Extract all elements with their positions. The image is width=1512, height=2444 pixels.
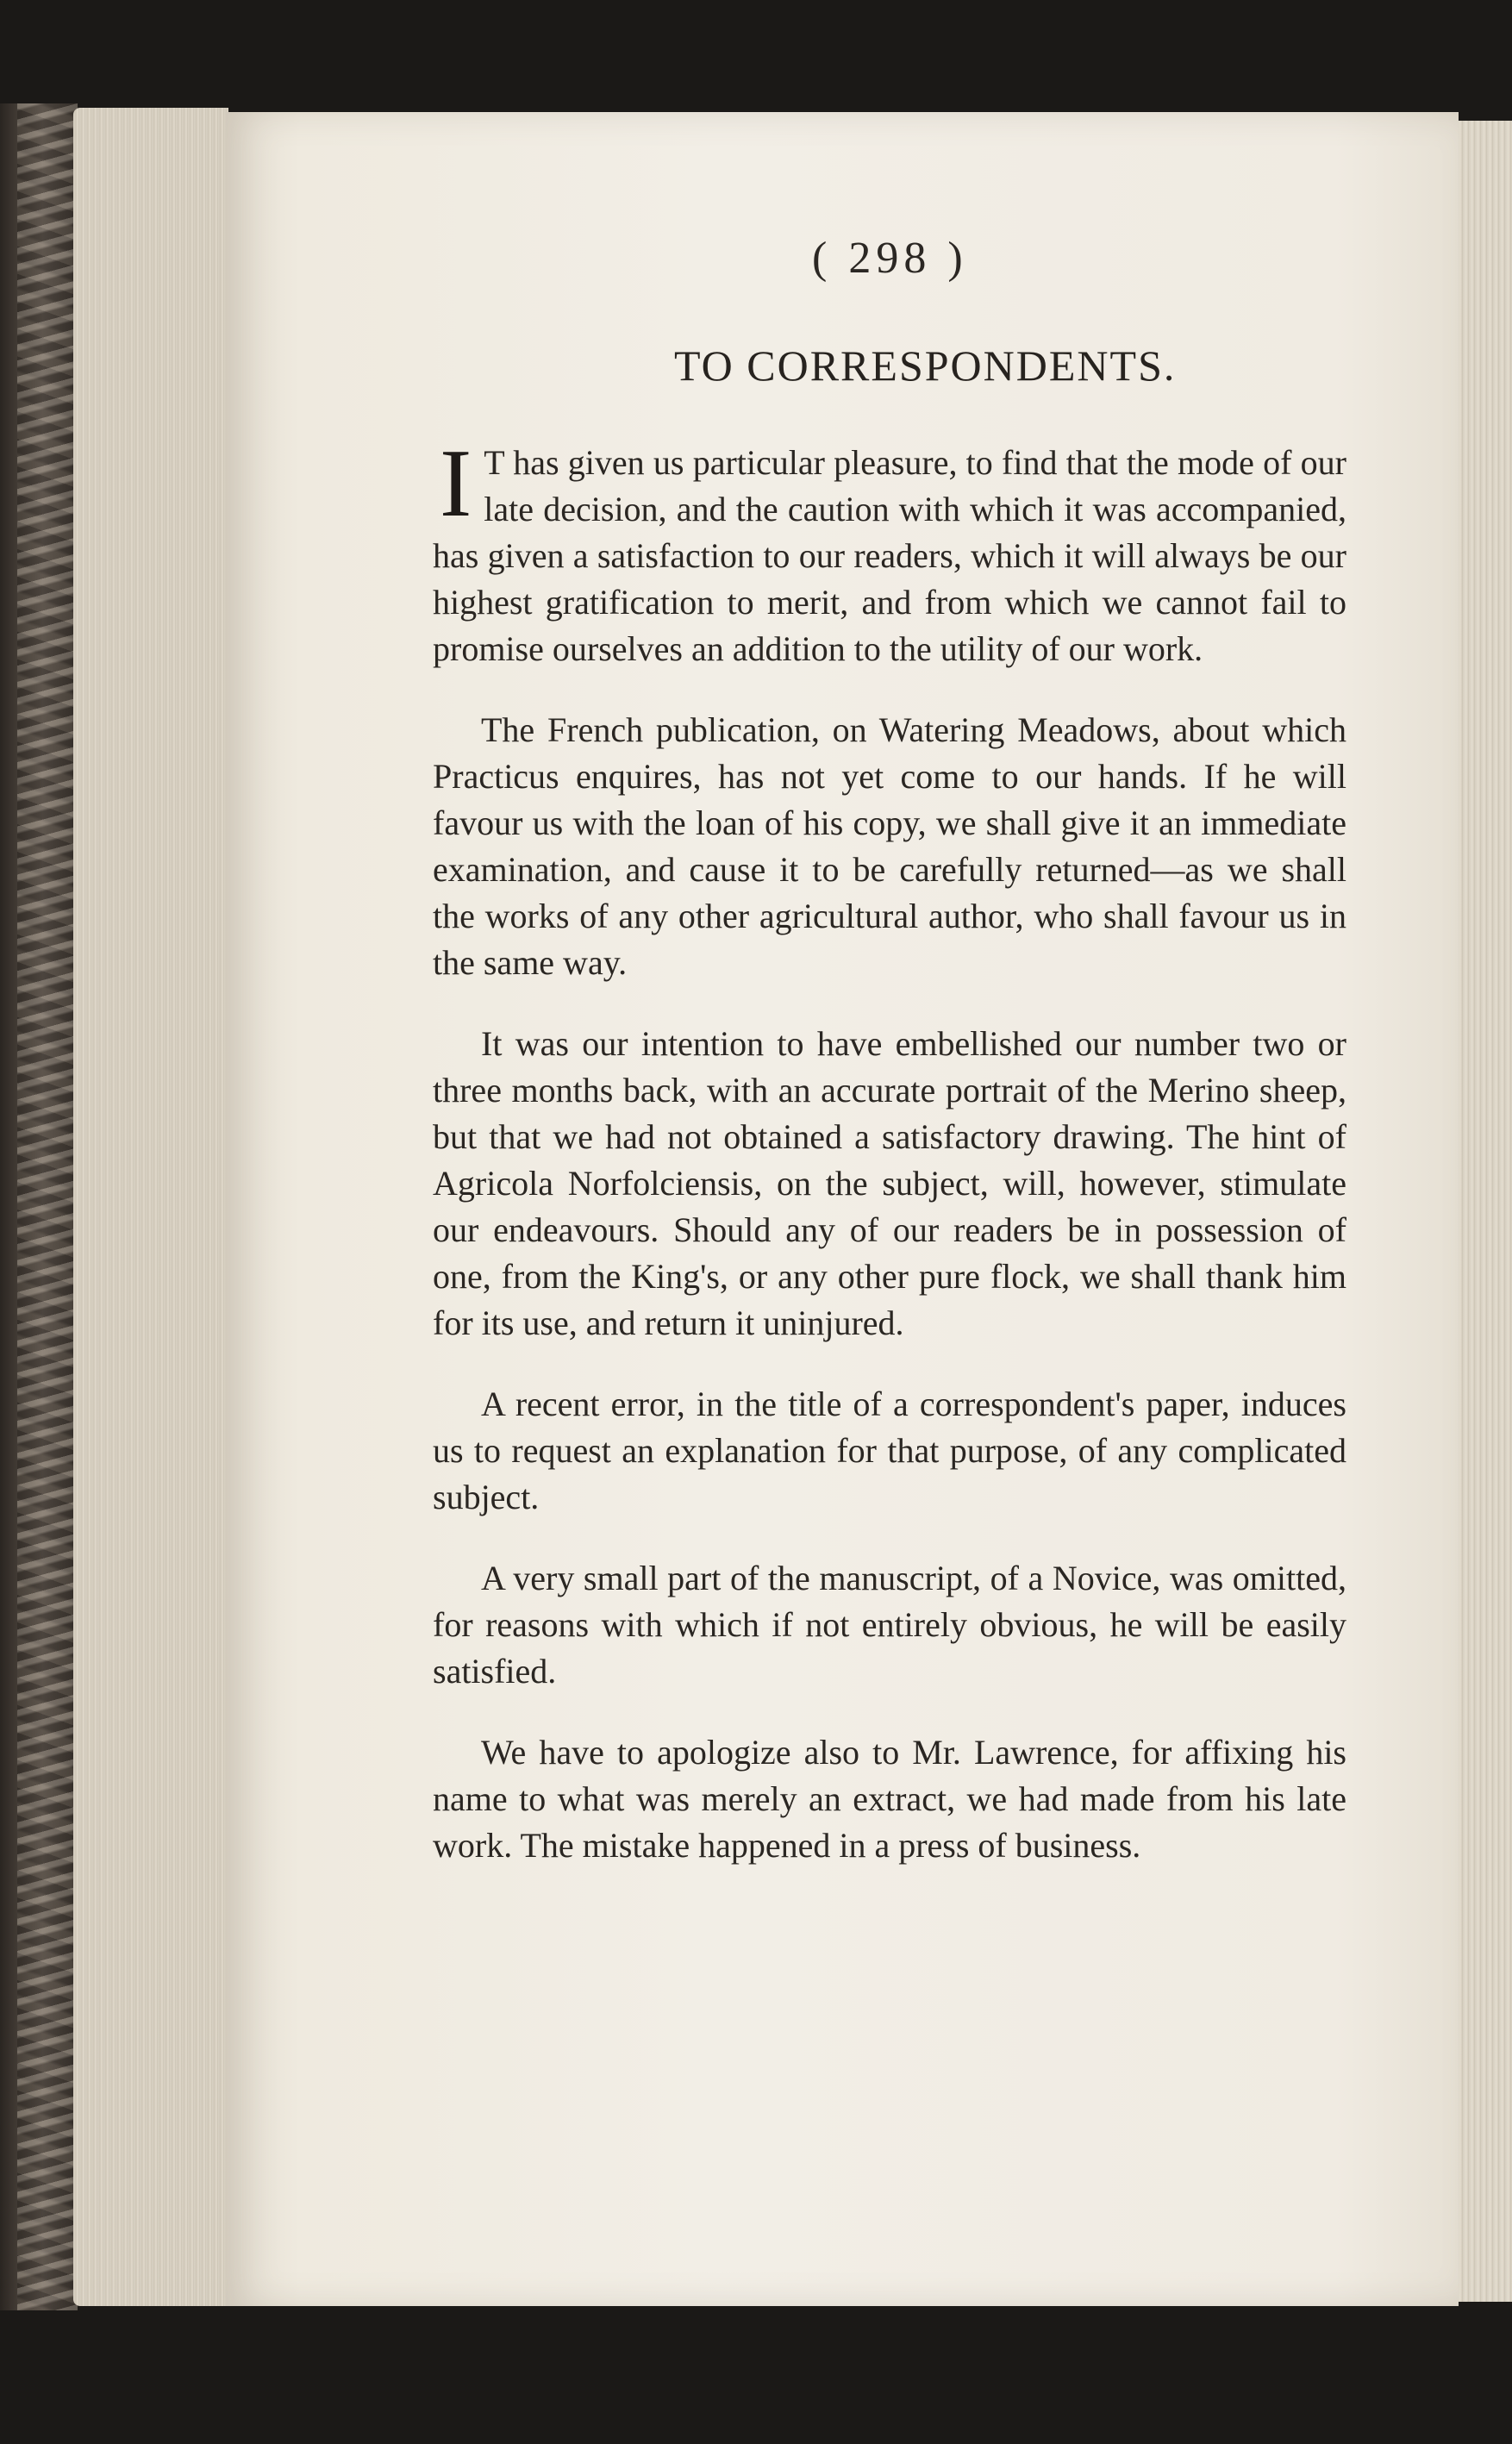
- marbled-cover-pattern: [17, 103, 78, 2310]
- book-page: [226, 112, 1459, 2306]
- paragraph-text: The French publication, on Watering Meadows, about which Practicus enquires, has not yet come to our hands. If he will favour us with the loan of his copy, we shall give it an immediate examination, and cause it to be carefully returned—as we shall the works of any other agricultural author, who shall favour us in the same way.: [433, 710, 1346, 982]
- paragraph-6: [433, 1729, 1346, 1869]
- paragraph-4: [433, 1381, 1346, 1521]
- paragraph-2: [433, 707, 1346, 986]
- paragraph-text: It was our intention to have embellished our number two or three months back, with an accurate portrait of the Merino sheep, but that we had not obtained a satisfactory drawing. The hint of Agricola Norfolciensis, on the subject, will, however, stimulate our endeavours. Should any of our readers be in possession of one, from the King's, or any other pure flock, we shall thank him for its use, and return it uninjured.: [433, 1024, 1346, 1342]
- paragraph-5: [433, 1555, 1346, 1695]
- drop-cap: I: [440, 430, 472, 537]
- page-heading: TO CORRESPONDENTS.: [674, 341, 1177, 390]
- paragraph-text: T has given us particular pleasure, to find that the mode of our late decision, and the caution with which it was accompanied, has given a satisfaction to our readers, which it will always be our highest gratification to merit, and from which we cannot fail to promise ourselves an addition to the utility of our work.: [433, 443, 1346, 668]
- page-edges-right: [1457, 121, 1512, 2302]
- paragraph-text: A very small part of the manuscript, of a Novice, was omitted, for reasons with which if not entirely obvious, he will be easily satisfied.: [433, 1559, 1346, 1691]
- paragraph-text: A recent error, in the title of a correspondent's paper, induces us to request an explanation for that purpose, of any complicated subject.: [433, 1385, 1346, 1516]
- paragraph-text: We have to apologize also to Mr. Lawrence, for affixing his name to what was merely an extract, we had made from his late work. The mistake happened in a press of business.: [433, 1733, 1346, 1865]
- paragraph-1: [433, 430, 1346, 672]
- page-edges-left: [73, 108, 228, 2306]
- page-number: ( 298 ): [812, 234, 968, 283]
- body-text: [433, 430, 1346, 1903]
- book-cover: [0, 103, 78, 2310]
- paragraph-3: [433, 1021, 1346, 1347]
